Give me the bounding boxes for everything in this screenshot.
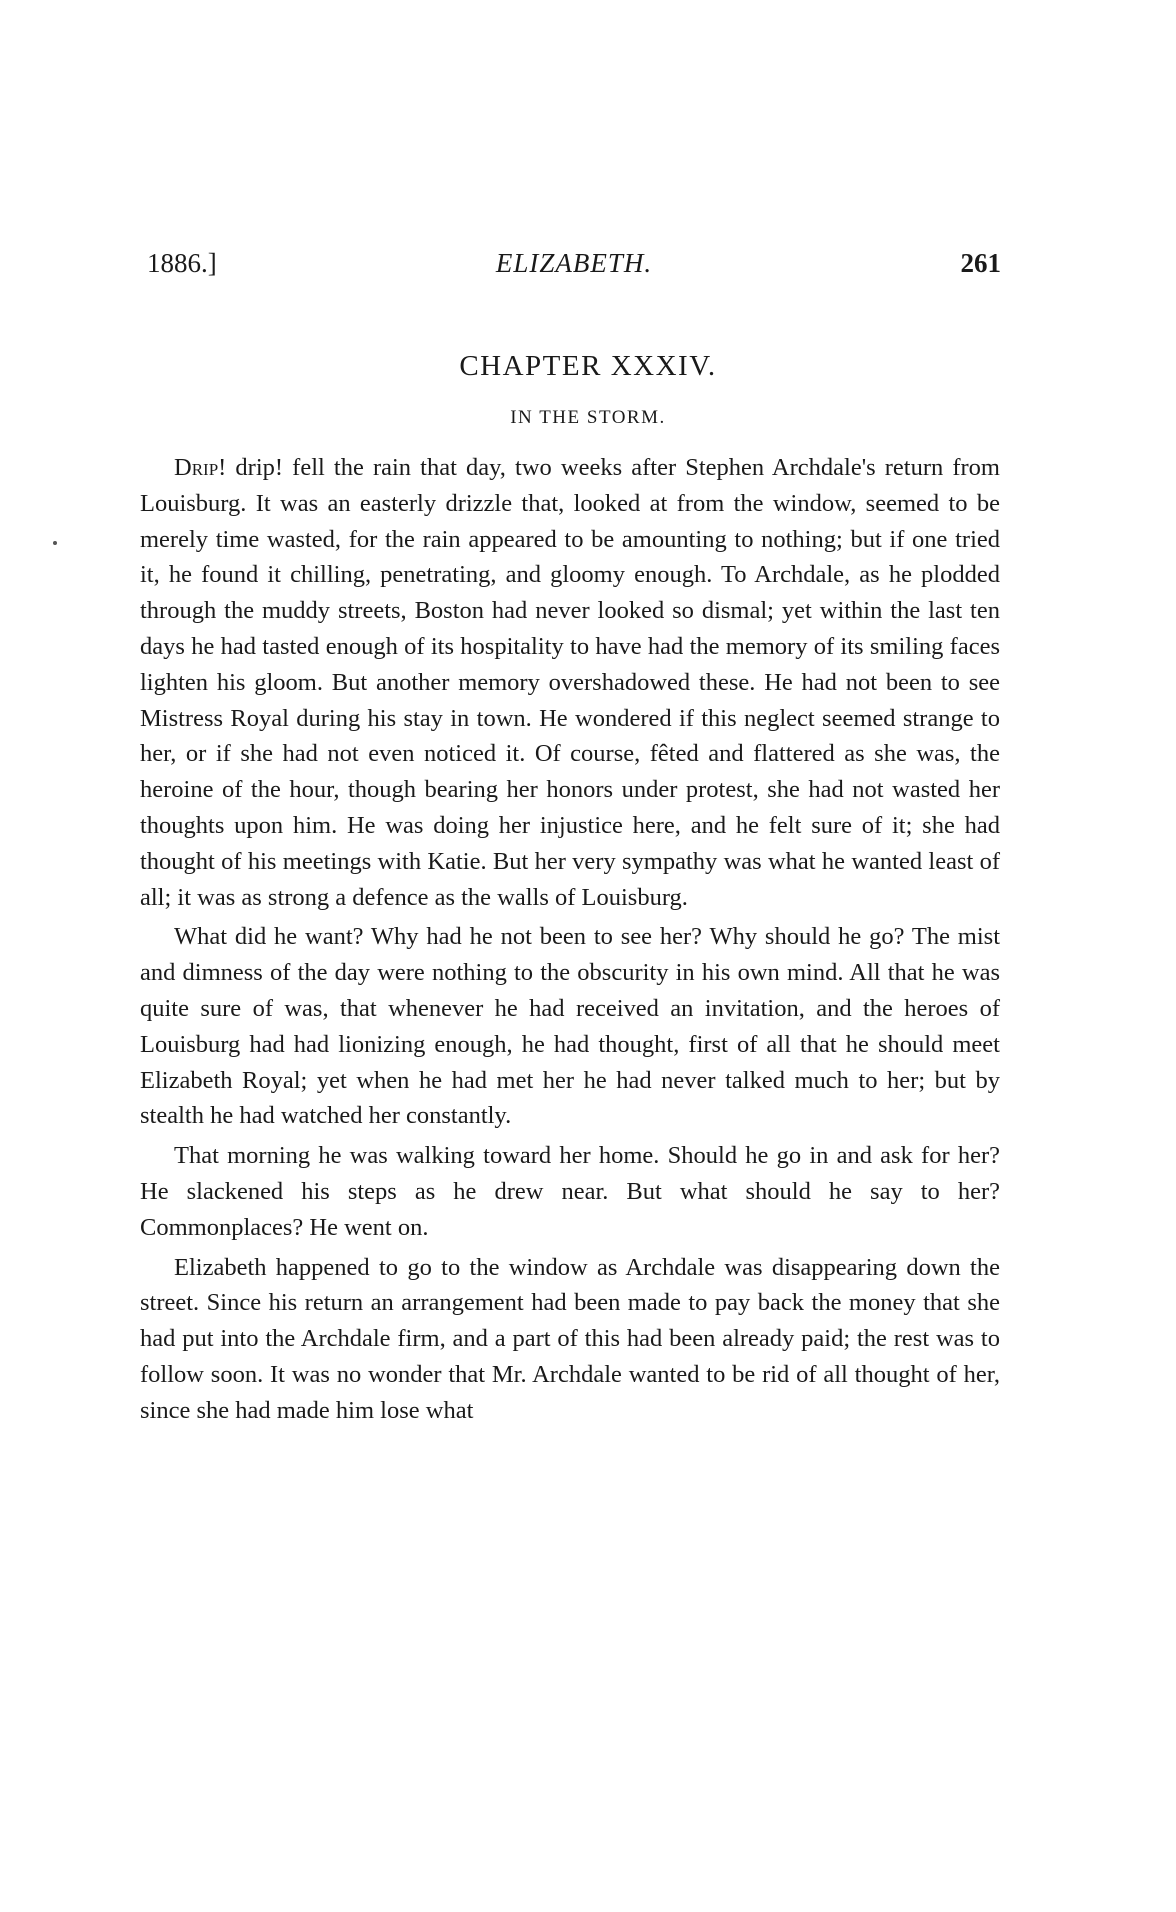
- running-head-year: 1886.]: [147, 248, 217, 278]
- running-head: [147, 248, 1001, 284]
- chapter-title: CHAPTER XXXIV.: [459, 350, 717, 382]
- paragraph-3: [140, 1138, 1000, 1245]
- paragraph-1: [140, 450, 1000, 915]
- scan-speck: [53, 541, 57, 545]
- paragraph-4-text: Elizabeth happened to go to the window as Archdale was disappearing down the street. Since his return an arrangement had been made to pay back the money that she had put into the Archdale firm, and a part of this had been already paid; the rest was to follow soon. It was no wonder that Mr. Archdale wanted to be rid of all thought of her, since she had made him lose what: [140, 1253, 1000, 1424]
- paragraph-lead-word: Drip!: [174, 454, 227, 481]
- page-number: 261: [960, 248, 1001, 278]
- paragraph-2: [140, 919, 1000, 1134]
- body-text: [140, 450, 1000, 1433]
- paragraph-1-text: drip! fell the rain that day, two weeks after Stephen Archdale's return from Louisburg. It was an easterly drizzle that, looked at from the window, seemed to be merely time wasted, for the rain appeared to be amounting to nothing; but if one tried it, he found it chilling, penetrating, and gloomy enough. To Archdale, as he plodded through the muddy streets, Boston had never looked so dismal; yet within the last ten days he had tasted enough of its hospitality to have had the memory of its smiling faces lighten his gloom. But another memory overshadowed these. He had not been to see Mistress Royal during his stay in town. He wondered if this neglect seemed strange to her, or if she had not even noticed it. Of course, fêted and flattered as she was, the heroine of the hour, though bearing her honors under protest, she had not wasted her thoughts upon him. He was doing her injustice here, and he felt sure of it; she had thought of his meetings with Katie. But her very sympathy was what he wanted least of all; it was as strong a defence as the walls of Louisburg.: [140, 454, 1000, 911]
- running-head-title: ELIZABETH.: [495, 248, 653, 278]
- paragraph-4: [140, 1250, 1000, 1429]
- paragraph-2-text: What did he want? Why had he not been to see her? Why should he go? The mist and dimness of the day were nothing to the obscurity in his own mind. All that he was quite sure of was, that whenever he had received an invitation, and the heroes of Louisburg had had lionizing enough, he had thought, first of all that he should meet Elizabeth Royal; yet when he had met her he had never talked much to her; but by stealth he had watched her constantly.: [140, 923, 1000, 1130]
- chapter-subtitle: IN THE STORM.: [510, 407, 666, 428]
- paragraph-3-text: That morning he was walking toward her home. Should he go in and ask for her? He slackened his steps as he drew near. But what should he say to her? Commonplaces? He went on.: [140, 1142, 1000, 1241]
